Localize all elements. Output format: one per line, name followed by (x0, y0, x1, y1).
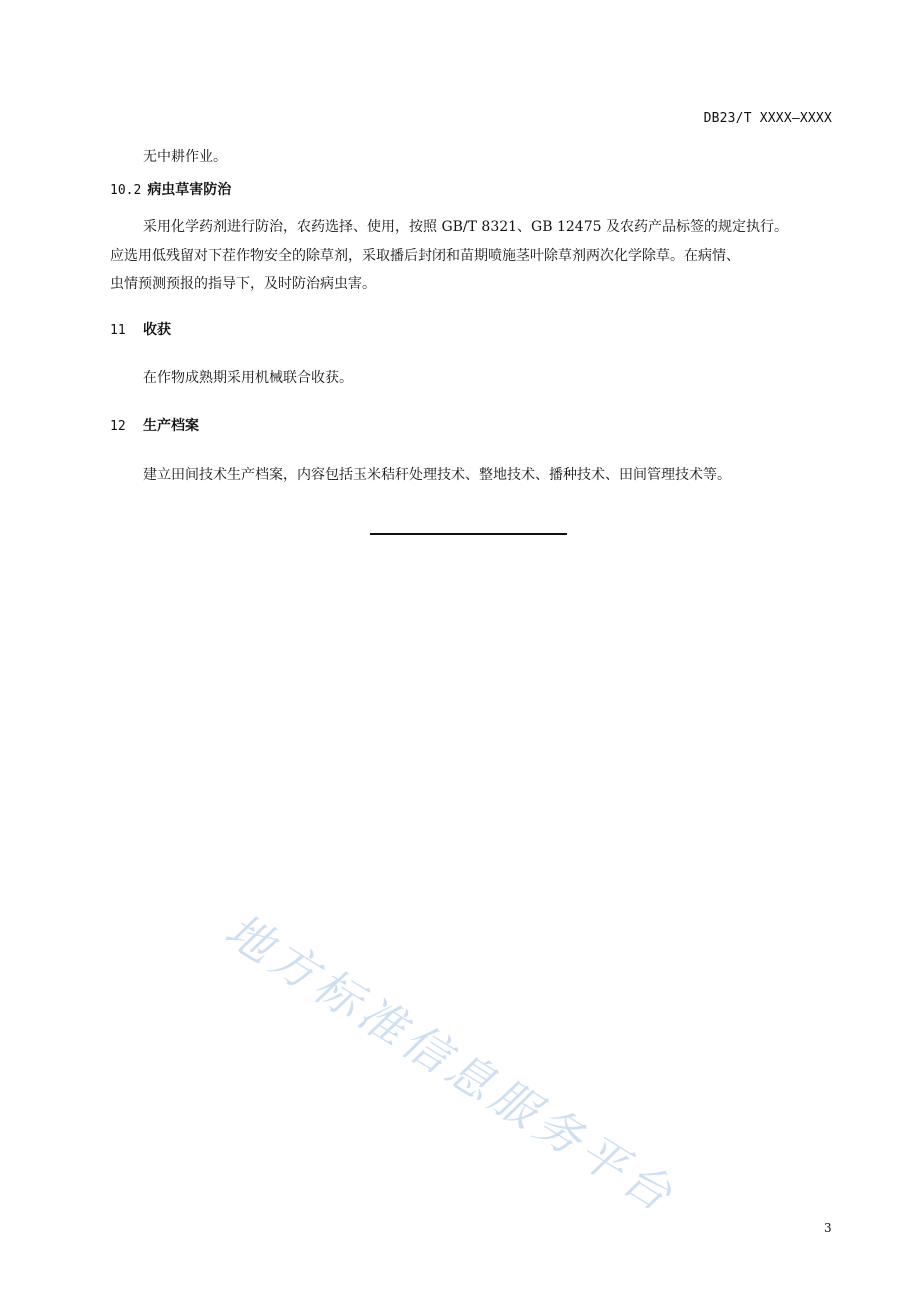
section-title: 生产档案 (143, 418, 199, 434)
section-heading-12 (110, 417, 199, 436)
paragraph-line: 在作物成熟期采用机械联合收获。 (143, 370, 353, 386)
section-heading-10-2 (110, 181, 231, 200)
watermark-text: 地方标准信息服务平台 (216, 902, 686, 1224)
section-heading-11 (110, 321, 171, 340)
section-number: 12 (110, 419, 126, 434)
section-number: 11 (110, 323, 126, 338)
paragraph-line: 虫情预测预报的指导下，及时防治病虫害。 (110, 276, 376, 292)
section-title: 收获 (143, 322, 171, 338)
continuation-line: 无中耕作业。 (143, 149, 227, 165)
document-code: DB23/T XXXX—XXXX (703, 111, 832, 126)
paragraph-line: 应选用低残留对下茬作物安全的除草剂，采取播后封闭和苗期喷施茎叶除草剂两次化学除草。在病情、 (110, 248, 740, 264)
section-number: 10.2 (110, 183, 142, 198)
section-title: 病虫草害防治 (147, 182, 232, 198)
end-separator-line (370, 533, 567, 535)
page-number: 3 (824, 1221, 832, 1235)
paragraph-line: 采用化学药剂进行防治，农药选择、使用，按照 GB/T 8321、GB 12475 及农药产品标签的规定执行。 (143, 219, 788, 235)
paragraph-line: 建立田间技术生产档案，内容包括玉米秸秆处理技术、整地技术、播种技术、田间管理技术等。 (143, 467, 731, 483)
